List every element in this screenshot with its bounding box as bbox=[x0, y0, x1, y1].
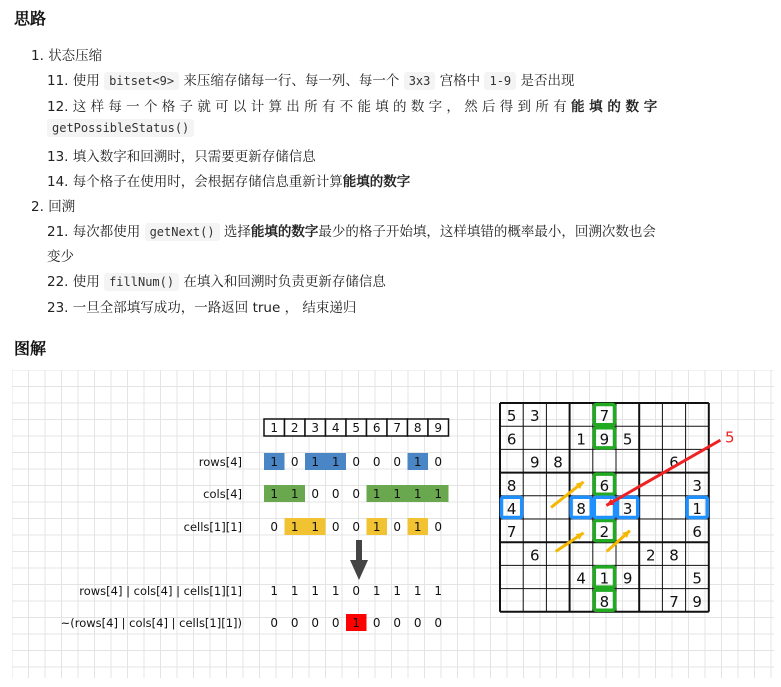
bit-value: 0 bbox=[290, 455, 299, 469]
row-label: rows[4] | cols[4] | cells[1][1] bbox=[79, 584, 242, 598]
list-item bbox=[47, 296, 356, 316]
sudoku-digit: 7 bbox=[669, 592, 679, 611]
sudoku-digit: 3 bbox=[530, 407, 540, 426]
list-text: 状态压缩 bbox=[48, 48, 103, 64]
bit-value: 0 bbox=[413, 616, 422, 630]
sudoku-digit: 3 bbox=[692, 476, 702, 495]
bit-value: 1 bbox=[413, 520, 422, 534]
sudoku-digit: 8 bbox=[599, 592, 610, 611]
sudoku-digit: 2 bbox=[646, 546, 656, 565]
section-heading-idea: 思路 bbox=[14, 9, 47, 28]
list-item bbox=[47, 145, 316, 165]
sudoku-digit: 7 bbox=[599, 407, 610, 426]
bit-value: 1 bbox=[413, 584, 422, 598]
section-heading-diagram: 图解 bbox=[14, 339, 47, 358]
bit-value: 1 bbox=[434, 584, 443, 598]
sudoku-digit: 6 bbox=[692, 523, 702, 542]
header-label: 5 bbox=[352, 421, 361, 435]
inline-code: 3x3 bbox=[404, 72, 436, 90]
sudoku-digit: 6 bbox=[599, 476, 610, 495]
bit-value: 0 bbox=[352, 487, 361, 501]
bit-value: 0 bbox=[290, 616, 299, 630]
list-text: 宫格中 bbox=[439, 73, 481, 89]
sudoku-digit: 5 bbox=[622, 430, 633, 449]
bit-value: 0 bbox=[352, 520, 361, 534]
bit-value: 0 bbox=[372, 455, 381, 469]
sudoku-digit: 5 bbox=[506, 407, 517, 426]
sudoku-digit: 9 bbox=[530, 453, 540, 472]
list-text: 每个格子在使用时，会根据存储信息重新计算 bbox=[72, 174, 343, 190]
bit-value: 0 bbox=[311, 487, 320, 501]
bit-value: 1 bbox=[270, 584, 279, 598]
sudoku-digit: 4 bbox=[506, 500, 517, 518]
bit-value: 1 bbox=[290, 584, 299, 598]
inline-code: getPossibleStatus() bbox=[47, 119, 194, 137]
bit-value: 0 bbox=[352, 584, 361, 598]
inline-code: getNext() bbox=[145, 223, 220, 241]
bit-value: 1 bbox=[331, 584, 340, 598]
bit-value: 0 bbox=[393, 455, 402, 469]
bold-text: 能填的数字 bbox=[250, 224, 319, 240]
bit-value: 1 bbox=[372, 584, 381, 598]
list-number: 13. bbox=[47, 149, 69, 165]
bit-value: 0 bbox=[352, 455, 361, 469]
list-item bbox=[47, 270, 386, 290]
bit-value: 0 bbox=[331, 487, 340, 501]
bit-value: 1 bbox=[352, 616, 361, 630]
arrow-head bbox=[350, 560, 368, 580]
bold-text: 能 填 的 数 字 bbox=[570, 99, 658, 115]
list-item bbox=[47, 170, 410, 190]
bold-text: 能填的数字 bbox=[342, 174, 411, 190]
header-label: 2 bbox=[290, 421, 299, 435]
list-text: 填入数字和回溯时，只需要更新存储信息 bbox=[72, 149, 316, 165]
down-arrow-icon bbox=[350, 540, 368, 580]
header-label: 8 bbox=[413, 421, 422, 435]
inline-code: bitset<9> bbox=[104, 72, 179, 90]
sudoku-digit: 9 bbox=[692, 592, 702, 611]
sudoku-digit: 1 bbox=[692, 500, 702, 518]
bit-value: 1 bbox=[311, 584, 320, 598]
list-text: 回溯 bbox=[48, 199, 76, 215]
bit-table bbox=[61, 419, 449, 631]
list-text: 使用 bbox=[72, 274, 100, 290]
bit-value: 1 bbox=[413, 487, 422, 501]
sudoku-digit: 4 bbox=[576, 569, 586, 588]
inline-code: fillNum() bbox=[104, 273, 179, 291]
sudoku-digit: 6 bbox=[530, 546, 540, 565]
list-text: 使用 bbox=[72, 73, 100, 89]
list-text: 在填入和回溯时负责更新存储信息 bbox=[183, 274, 386, 290]
bit-value: 0 bbox=[331, 520, 340, 534]
header-label: 7 bbox=[393, 421, 402, 435]
list-number: 22. bbox=[47, 274, 69, 290]
bit-value: 0 bbox=[434, 455, 443, 469]
bit-value: 1 bbox=[372, 487, 381, 501]
list-number: 2. bbox=[31, 199, 44, 215]
header-label: 6 bbox=[372, 421, 381, 435]
sudoku-digit: 8 bbox=[506, 476, 517, 495]
list-number: 14. bbox=[47, 174, 69, 190]
bit-value: 1 bbox=[311, 455, 320, 469]
bit-value: 1 bbox=[393, 584, 402, 598]
arrow-shaft bbox=[356, 540, 362, 562]
list-text: 一旦全部填写成功，一路返回 true ， 结束递归 bbox=[72, 300, 357, 316]
list-text: 这 样 每 一 个 格 子 就 可 以 计 算 出 所 有 不 能 填 的 数 字 ， 然 后 得 到 所 有 bbox=[72, 99, 567, 115]
bit-value: 1 bbox=[270, 455, 279, 469]
bit-value: 1 bbox=[393, 487, 402, 501]
list-text: 选择 bbox=[223, 224, 251, 240]
sudoku-digit: 1 bbox=[576, 430, 586, 449]
bit-value: 1 bbox=[311, 520, 320, 534]
list-text: 每次都使用 bbox=[72, 224, 141, 240]
list-number: 12. bbox=[47, 99, 69, 115]
bit-value: 0 bbox=[434, 616, 443, 630]
sudoku-digit: 9 bbox=[622, 569, 633, 588]
bit-value: 0 bbox=[270, 520, 279, 534]
bit-value: 0 bbox=[270, 616, 279, 630]
sudoku-board bbox=[500, 403, 735, 612]
header-label: 1 bbox=[270, 421, 279, 435]
bit-value: 1 bbox=[434, 487, 443, 501]
header-label: 9 bbox=[434, 421, 443, 435]
sudoku-digit: 8 bbox=[553, 453, 563, 472]
row-label: rows[4] bbox=[198, 455, 242, 469]
bitmask-diagram bbox=[12, 370, 774, 678]
annotation-label: 5 bbox=[725, 428, 735, 447]
list-item bbox=[47, 95, 657, 115]
header-label: 3 bbox=[311, 421, 320, 435]
sudoku-digit: 1 bbox=[599, 569, 610, 588]
list-item-continued bbox=[47, 120, 194, 136]
list-text: 最少的格子开始填，这样填错的概率最小，回溯次数也会 bbox=[318, 224, 656, 240]
list-number: 23. bbox=[47, 300, 69, 316]
row-label: ~(rows[4] | cols[4] | cells[1][1]) bbox=[60, 616, 242, 630]
bit-value: 1 bbox=[413, 455, 422, 469]
bit-value: 1 bbox=[290, 487, 299, 501]
list-item bbox=[31, 195, 75, 215]
sudoku-digit: 7 bbox=[506, 523, 517, 542]
bit-value: 0 bbox=[331, 616, 340, 630]
list-text: 变少 bbox=[47, 249, 74, 265]
sudoku-digit: 6 bbox=[669, 453, 679, 472]
list-item-continued bbox=[47, 245, 74, 265]
list-text: 是否出现 bbox=[520, 73, 575, 89]
sudoku-digit: 6 bbox=[506, 430, 517, 449]
list-text: 来压缩存储每一行、每一列、每一个 bbox=[183, 73, 400, 89]
bit-value: 1 bbox=[270, 487, 279, 501]
sudoku-digit: 9 bbox=[599, 430, 610, 449]
bit-value: 0 bbox=[393, 616, 402, 630]
bit-value: 1 bbox=[290, 520, 299, 534]
sudoku-digit: 2 bbox=[599, 523, 610, 542]
list-number: 21. bbox=[47, 224, 69, 240]
bit-value: 0 bbox=[311, 616, 320, 630]
row-label: cells[1][1] bbox=[183, 520, 242, 534]
bit-value: 1 bbox=[372, 520, 381, 534]
row-label: cols[4] bbox=[203, 487, 242, 501]
list-item bbox=[47, 69, 574, 89]
list-item bbox=[31, 44, 102, 64]
bit-value: 1 bbox=[331, 455, 340, 469]
bit-value: 0 bbox=[434, 520, 443, 534]
bit-value: 0 bbox=[372, 616, 381, 630]
list-number: 11. bbox=[47, 73, 69, 89]
sudoku-digit: 8 bbox=[576, 500, 586, 518]
sudoku-digit: 5 bbox=[692, 569, 702, 588]
inline-code: 1-9 bbox=[484, 72, 516, 90]
sudoku-digit: 3 bbox=[622, 500, 633, 518]
bit-value: 0 bbox=[393, 520, 402, 534]
sudoku-digit: 8 bbox=[669, 546, 679, 565]
list-number: 1. bbox=[31, 48, 44, 64]
header-label: 4 bbox=[331, 421, 340, 435]
list-item bbox=[47, 220, 656, 240]
